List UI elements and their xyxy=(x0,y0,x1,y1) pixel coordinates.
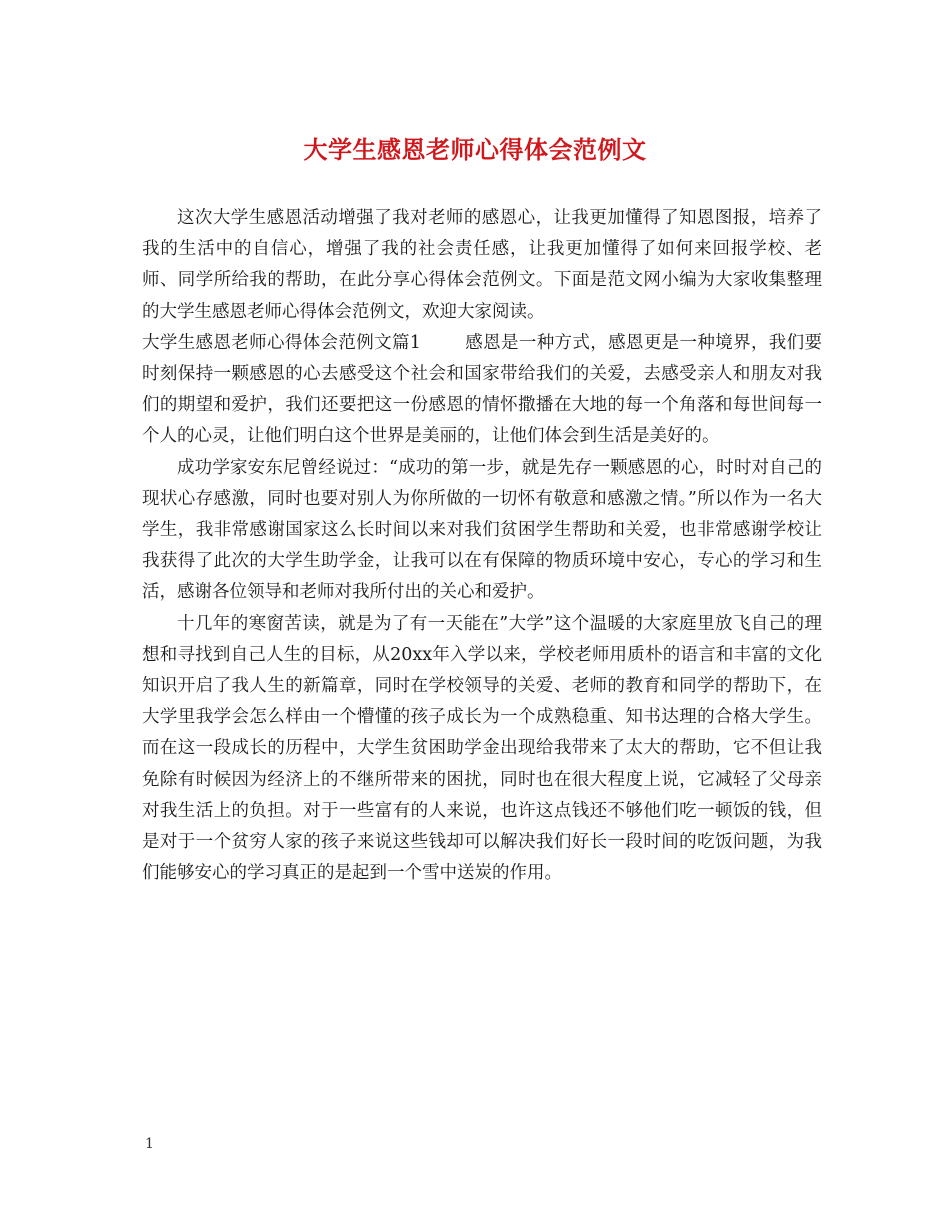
section-first-paragraph: 感恩是一种方式，感恩更是一种境界，我们要时刻保持一颗感恩的心去感受这个社会和国家带给我们的关爱，去感受亲人和朋友对我们的期望和爱护，我们还要把这一份感恩的情怀撒播在大地的每一个角落和每世间每一个人的心灵，让他们明白这个世界是美丽的，让他们体会到生活是美好的。 xyxy=(142,332,822,447)
page-number: 1 xyxy=(145,1136,154,1152)
section-paragraph xyxy=(142,328,822,453)
paragraph-2: 成功学家安东尼曾经说过：“成功的第一步，就是先存一颗感恩的心，时时对自己的现状心存感激，同时也要对别人为你所做的一切怀有敬意和感激之情。”所以作为一名大学生，我非常感谢国家这么长时间以来对我们贫困学生帮助和关爱，也非常感谢学校让我获得了此次的大学生助学金，让我可以在有保障的物质环境中安心，专心的学习和生活，感谢各位领导和老师对我所付出的关心和爱护。 xyxy=(142,457,822,603)
page-title: 大学生感恩老师心得体会范例文 xyxy=(303,135,647,164)
intro-paragraph: 这次大学生感恩活动增强了我对老师的感恩心，让我更加懂得了知恩图报，培养了我的生活中的自信心，增强了我的社会责任感，让我更加懂得了如何来回报学校、老师、同学所给我的帮助，在此分享心得体会范例文。下面是范文网小编为大家收集整理的大学生感恩老师心得体会范例文，欢迎大家阅读。 xyxy=(142,208,822,322)
section-heading: 大学生感恩老师心得体会范例文篇1 xyxy=(142,332,421,353)
paragraph-3: 十几年的寒窗苦读，就是为了有一天能在”大学”这个温暖的大家庭里放飞自己的理想和寻找到自己人生的目标，从20xx年入学以来，学校老师用质朴的语言和丰富的文化知识开启了我人生的新篇章，同时在学校领导的关爱、老师的教育和同学的帮助下，在大学里我学会怎么样由一个懵懂的孩子成长为一个成熟稳重、知书达理的合格大学生。而在这一段成长的历程中，大学生贫困助学金出现给我带来了太大的帮助，它不但让我免除有时候因为经济上的不继所带来的困扰，同时也在很大程度上说，它减轻了父母亲对我生活上的负担。对于一些富有的人来说，也许这点钱还不够他们吃一顿饭的钱，但是对于一个贫穷人家的孩子来说这些钱却可以解决我们好长一段时间的吃饭问题，为我们能够安心的学习真正的是起到一个雪中送炭的作用。 xyxy=(142,613,822,884)
document-body xyxy=(142,203,822,889)
